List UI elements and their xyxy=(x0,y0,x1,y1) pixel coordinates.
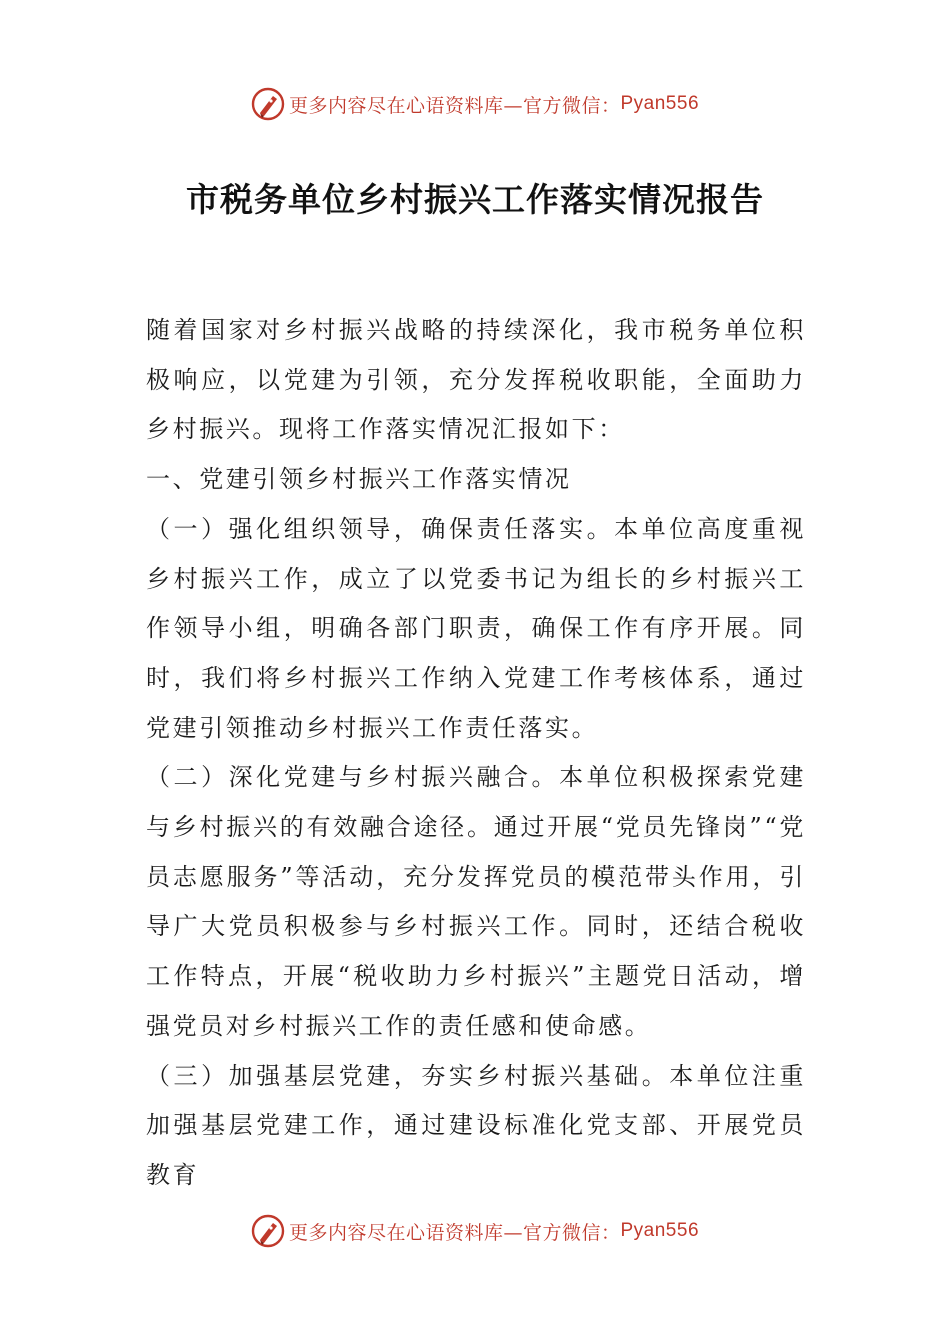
paragraph-1-1: （一）强化组织领导，确保责任落实。本单位高度重视乡村振兴工作，成立了以党委书记为组长的乡村振兴工作领导小组，明确各部门职责，确保工作有序开展。同时，我们将乡村振兴工作纳入党建工作考核体系，通过党建引领推动乡村振兴工作责任落实。 xyxy=(146,514,806,742)
header-banner xyxy=(0,84,950,124)
footer-banner xyxy=(0,1211,950,1251)
document-title: 市税务单位乡村振兴工作落实情况报告 xyxy=(186,180,764,219)
banner-text: 更多内容尽在心语资料库—官方微信： xyxy=(288,94,621,117)
banner-wechat-id: Pyan556 xyxy=(620,93,700,114)
pen-nib-icon xyxy=(251,1214,285,1248)
pen-nib-icon xyxy=(251,87,285,121)
section-heading-1: 一、党建引领乡村振兴工作落实情况 xyxy=(146,465,572,494)
banner-wechat-id: Pyan556 xyxy=(620,1220,700,1241)
document-body xyxy=(146,306,806,1201)
paragraph-intro: 随着国家对乡村振兴战略的持续深化，我市税务单位积极响应，以党建为引领，充分发挥税收职能，全面助力乡村振兴。现将工作落实情况汇报如下： xyxy=(146,316,806,444)
banner-text: 更多内容尽在心语资料库—官方微信： xyxy=(288,1221,621,1244)
paragraph-1-3: （三）加强基层党建，夯实乡村振兴基础。本单位注重加强基层党建工作，通过建设标准化党支部、开展党员教育 xyxy=(146,1061,806,1189)
paragraph-1-2: （二）深化党建与乡村振兴融合。本单位积极探索党建与乡村振兴的有效融合途径。通过开展“党员先锋岗”“党员志愿服务”等活动，充分发挥党员的模范带头作用，引导广大党员积极参与乡村振兴工作。同时，还结合税收工作特点，开展“税收助力乡村振兴”主题党日活动，增强党员对乡村振兴工作的责任感和使命感。 xyxy=(146,763,806,1040)
